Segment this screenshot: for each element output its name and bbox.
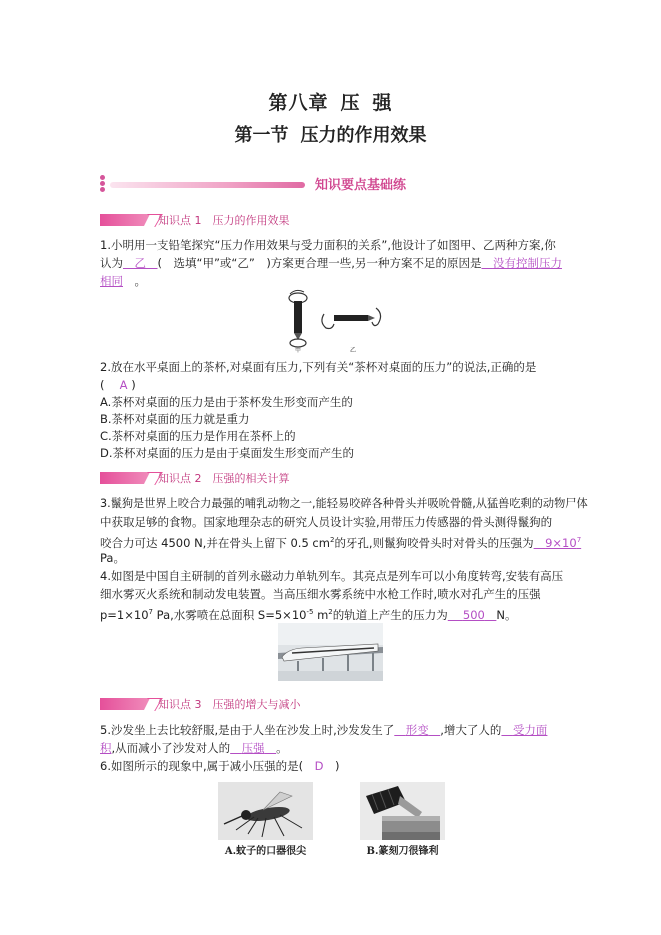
q2-answer-line <box>100 376 136 394</box>
q4-text-d: 的轨道上产生的压力为 <box>332 607 448 622</box>
kp-name: 压强的增大与减小 <box>212 698 301 711</box>
q3-text-b: 的牙孔,则鬣狗咬骨头时对骨头的压强为 <box>334 535 534 550</box>
q1-answer-2 <box>481 256 562 270</box>
q2-option-d: D.茶杯对桌面的压力是由于桌面发生形变而产生的 <box>100 446 355 460</box>
q2-stem: 2.放在水平桌面上的茶杯,对桌面有压力,下列有关“茶杯对桌面的压力”的说法,正确的是 <box>100 360 537 374</box>
q2-option-c: C.茶杯对桌面的压力是作用在茶杯上的 <box>100 429 296 443</box>
q1-text-2: ( 选填“甲”或“乙” )方案更合理一些,另一种方案不足的原因是 <box>157 256 482 270</box>
chapter-word-1: 压 <box>340 92 361 114</box>
q3-line-2: 中获取足够的食物。国家地理杂志的研究人员设计实验,用带压力传感器的骨头测得鬣狗的 <box>100 515 553 529</box>
q4-line-3 <box>100 603 516 624</box>
q4-text-e: N。 <box>496 607 517 622</box>
q6-text: 6.如图所示的现象中,属于减小压强的是( <box>100 759 304 773</box>
q3-answer-text: 9×10 <box>545 535 577 550</box>
q4-line-2: 细水雾灭火系统和制动发电装置。当高压细水雾系统中水枪工作时,喷水对孔产生的压强 <box>100 587 541 601</box>
mosquito-photo <box>218 782 313 840</box>
q5-text-b: ,增大了人的 <box>440 723 502 737</box>
q3-line-1: 3.鬣狗是世界上咬合力最强的哺乳动物之一,能轻易咬碎各种骨头并吸吮骨髓,从猛兽吃剩的动物尸体 <box>100 497 588 510</box>
chapter-number: 第八章 <box>268 92 329 114</box>
q6-answer-text: D <box>314 759 324 773</box>
knowledge-point-2 <box>100 470 400 486</box>
q3-answer-sup: 7 <box>576 536 582 544</box>
kp-name: 压强的相关计算 <box>212 472 290 485</box>
banner-dots-icon <box>100 175 106 193</box>
section-banner-title: 知识要点基础练 <box>315 178 407 193</box>
q5-answer-2-text: 受力面 <box>512 723 548 737</box>
pencil-experiment-figure <box>278 288 388 354</box>
q1-answer-1-text: 乙 <box>134 256 146 270</box>
q1-text: 认为 <box>100 256 123 270</box>
kp-heading <box>158 212 290 228</box>
kp-name: 压力的作用效果 <box>212 214 290 227</box>
q2-answer <box>105 378 132 392</box>
q5-line-2 <box>100 739 288 757</box>
q5-answer-2 <box>501 723 547 737</box>
q2-option-a: A.茶杯对桌面的压力是由于茶杯发生形变而产生的 <box>100 395 353 409</box>
q4-answer <box>448 608 497 622</box>
figure-label-jia: 甲 <box>295 347 302 354</box>
chapter-word-2: 强 <box>372 92 393 114</box>
monorail-train-photo <box>278 623 383 681</box>
figure-label-yi: 乙 <box>350 347 357 354</box>
q1-line-2 <box>100 254 562 272</box>
q1-answer-2-text: 没有控制压力 <box>492 256 562 270</box>
section-name: 压力的作用效果 <box>300 125 427 146</box>
q3-line-3 <box>100 531 581 552</box>
q5-answer-1 <box>394 723 440 737</box>
q4-sup-3: 2 <box>328 608 333 616</box>
q1-end: 。 <box>134 274 146 288</box>
caption-a: A.蚊子的口器很尖 <box>224 846 307 857</box>
knowledge-point-1 <box>100 212 400 228</box>
q1-line-3 <box>100 272 146 290</box>
kp-heading <box>158 696 301 712</box>
q6-close: ) <box>334 759 340 773</box>
kp-label: 知识点 1 <box>158 214 202 227</box>
q2-paren-close: ) <box>131 378 136 392</box>
q6-answer <box>303 759 335 773</box>
q5-answer-3 <box>230 741 276 755</box>
q4-text-c: m <box>313 607 329 622</box>
banner-line <box>110 182 305 188</box>
q1-answer-2-cont: 相同 <box>100 274 123 288</box>
q5-answer-3-text: 压强 <box>241 741 265 755</box>
q2-paren-open: ( <box>100 378 105 392</box>
section-banner <box>100 172 500 194</box>
kp-heading <box>158 470 290 486</box>
q3-answer <box>534 536 582 550</box>
chapter-title <box>0 88 661 115</box>
q5-text-a: 5.沙发坐上去比较舒服,是由于人坐在沙发上时,沙发发生了 <box>100 723 395 737</box>
q2-answer-text: A <box>119 378 128 392</box>
q1-answer-1 <box>123 256 158 270</box>
carving-knife-photo <box>360 782 445 840</box>
kp-label: 知识点 2 <box>158 472 202 485</box>
q5-answer-1-text: 形变 <box>405 723 429 737</box>
q5-line-1 <box>100 721 547 739</box>
q4-answer-text: 500 <box>462 607 485 622</box>
q1-line-1: 1.小明用一支铅笔探究“压力作用效果与受力面积的关系”,他设计了如图甲、乙两种方案,你 <box>100 238 556 252</box>
q5-text-d: 。 <box>276 741 288 755</box>
knowledge-point-3 <box>100 696 400 712</box>
q4-line-1: 4.如图是中国自主研制的首列永磁动力单轨列车。其亮点是列车可以小角度转弯,安装有高压 <box>100 569 564 583</box>
q3-line-4: Pa。 <box>100 551 125 565</box>
q5-text-c: ,从而减小了沙发对人的 <box>111 741 231 755</box>
q5-answer-2-cont: 积 <box>100 741 112 755</box>
caption-b: B.篆刻刀很锋利 <box>366 846 439 857</box>
q3-sup: 2 <box>329 536 335 544</box>
q6-stem <box>100 757 339 775</box>
q2-option-b: B.茶杯对桌面的压力就是重力 <box>100 412 250 426</box>
q4-text-a: p=1×10 <box>100 607 149 622</box>
section-number: 第一节 <box>234 125 289 146</box>
q3-text-a: 咬合力可达 4500 N,并在骨头上留下 0.5 cm <box>100 535 330 550</box>
q4-sup-2: -5 <box>306 608 314 616</box>
q4-sup-1: 7 <box>148 608 153 616</box>
q4-text-b: Pa,水雾喷在总面积 S=5×10 <box>153 607 307 622</box>
section-title <box>0 121 661 147</box>
kp-label: 知识点 3 <box>158 698 202 711</box>
